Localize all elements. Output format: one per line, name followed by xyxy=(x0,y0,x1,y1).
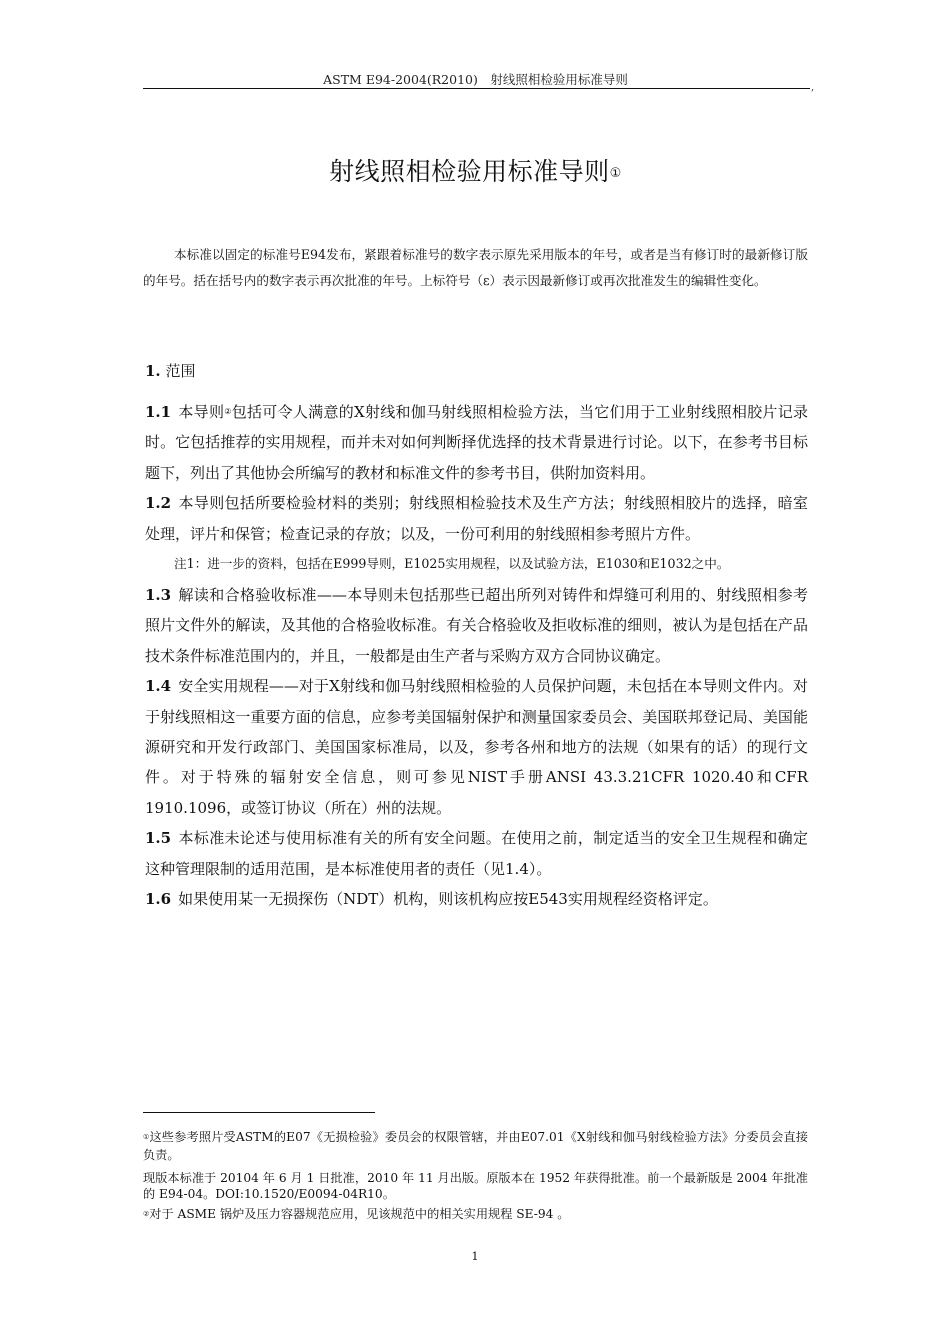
page-number: 1 xyxy=(471,1250,479,1263)
clauses xyxy=(145,397,808,915)
running-header: ASTM E94-2004(R2010) 射线照相检验用标准导则 xyxy=(323,72,628,87)
document-title xyxy=(143,152,808,188)
footnote-approval xyxy=(143,1170,808,1202)
clause-text: 本导则包括所要检验材料的类别；射线照相检验技术及生产方法；射线照相胶片的选择，暗室处理，评片和保管；检查记录的存放；以及，一份可利用的射线照相参考照片方件。 xyxy=(145,494,808,543)
clause-text: 如果使用某一无损探伤（NDT）机构，则该机构应按E543实用规程经资格评定。 xyxy=(178,890,718,909)
clause-number: 1.1 xyxy=(145,403,172,421)
clause-1-6 xyxy=(145,884,808,914)
footnote-marker: ① xyxy=(143,1133,150,1141)
header-rule xyxy=(143,88,810,89)
clause-1-4 xyxy=(145,671,808,823)
clause-number: 1.6 xyxy=(145,890,172,909)
footnote-1 xyxy=(143,1128,808,1164)
clause-number: 1.4 xyxy=(145,677,172,696)
footnote-text: 对于 ASME 锅炉及压力容器规范应用，见该规范中的相关实用规程 SE-94 。 xyxy=(149,1207,570,1221)
preface-paragraph: 本标准以固定的标准号E94发布，紧跟着标准号的数字表示原先采用版本的年号，或者是当有修订时的最新修订版的年号。括在括号内的数字表示再次批准的年号。上标符号（ε）表示因最新修订或再次批准发生的编辑性变化。 xyxy=(143,247,808,288)
clause-text: 包括可令人满意的X射线和伽马射线照相检验方法，当它们用于工业射线照相胶片记录时。它包括推荐的实用规程，而并未对如何判断择优选择的技术背景进行讨论。以下，在参考书目标题下，列出了其他协会所编写的教材和标准文件的参考书目，供附加资料用。 xyxy=(145,403,809,482)
title-footnote-marker: ① xyxy=(609,166,622,181)
clause-1-3 xyxy=(145,580,808,671)
note-1: 注1：进一步的资料，包括在E999导则，E1025实用规程，以及试验方法，E1030和E1032之中。 xyxy=(174,556,730,572)
clause-text: 本标准未论述与使用标准有关的所有安全问题。在使用之前，制定适当的安全卫生规程和确定这种管理限制的适用范围，是本标准使用者的责任（见1.4）。 xyxy=(145,829,808,878)
section-heading xyxy=(145,360,195,381)
clause-1-5 xyxy=(145,823,808,884)
clause-footnote-marker: ② xyxy=(224,407,232,416)
footnotes xyxy=(143,1128,808,1229)
clause-1-2 xyxy=(145,488,808,549)
footnote-2 xyxy=(143,1205,808,1223)
footnote-rule xyxy=(143,1112,375,1113)
clause-text-lead: 本导则 xyxy=(178,403,225,421)
clause-number: 1.5 xyxy=(145,829,172,848)
footnote-marker: ② xyxy=(143,1210,150,1218)
section-title: 范围 xyxy=(165,362,196,380)
title-text: 射线照相检验用标准导则 xyxy=(329,157,610,186)
clause-text: 解读和合格验收标准——本导则未包括那些已超出所列对铸件和焊缝可利用的、射线照相参考照片文件外的解读，及其他的合格验收标准。有关合格验收及拒收标准的细则，被认为是包括在产品技术条件标准范围内的，并且，一般都是由生产者与采购方双方合同协议确定。 xyxy=(145,586,808,665)
footnote-text: 这些参考照片受ASTM的E07《无损检验》委员会的权限管辖，并由E07.01《X射线和伽马射线检验方法》分委员会直接负责。 xyxy=(143,1130,808,1162)
clause-1-1 xyxy=(145,397,808,488)
footnote-text: 现版本标准于 20104 年 6 月 1 日批准，2010 年 11 月出版。原版本在 1952 年获得批准。前一个最新版是 2004 年批准的 E94-04。DOI:10.1520/E0094-04R10。 xyxy=(143,1171,808,1201)
section-number: 1. xyxy=(145,362,161,380)
header-tick: , xyxy=(811,82,815,93)
clause-number: 1.3 xyxy=(145,586,172,605)
clause-text: 安全实用规程——对于X射线和伽马射线照相检验的人员保护问题，未包括在本导则文件内。对于射线照相这一重要方面的信息，应参考美国辐射保护和测量国家委员会、美国联邦登记局、美国能源研究和开发行政部门、美国国家标准局，以及，参考各州和地方的法规（如果有的话）的现行文件。对于特殊的辐射安全信息，则可参见NIST手册ANSI 43.3.21CFR 1020.40和CFR 1910.1096，或签订协议（所在）州的法规。 xyxy=(145,677,808,817)
clause-number: 1.2 xyxy=(145,494,172,513)
